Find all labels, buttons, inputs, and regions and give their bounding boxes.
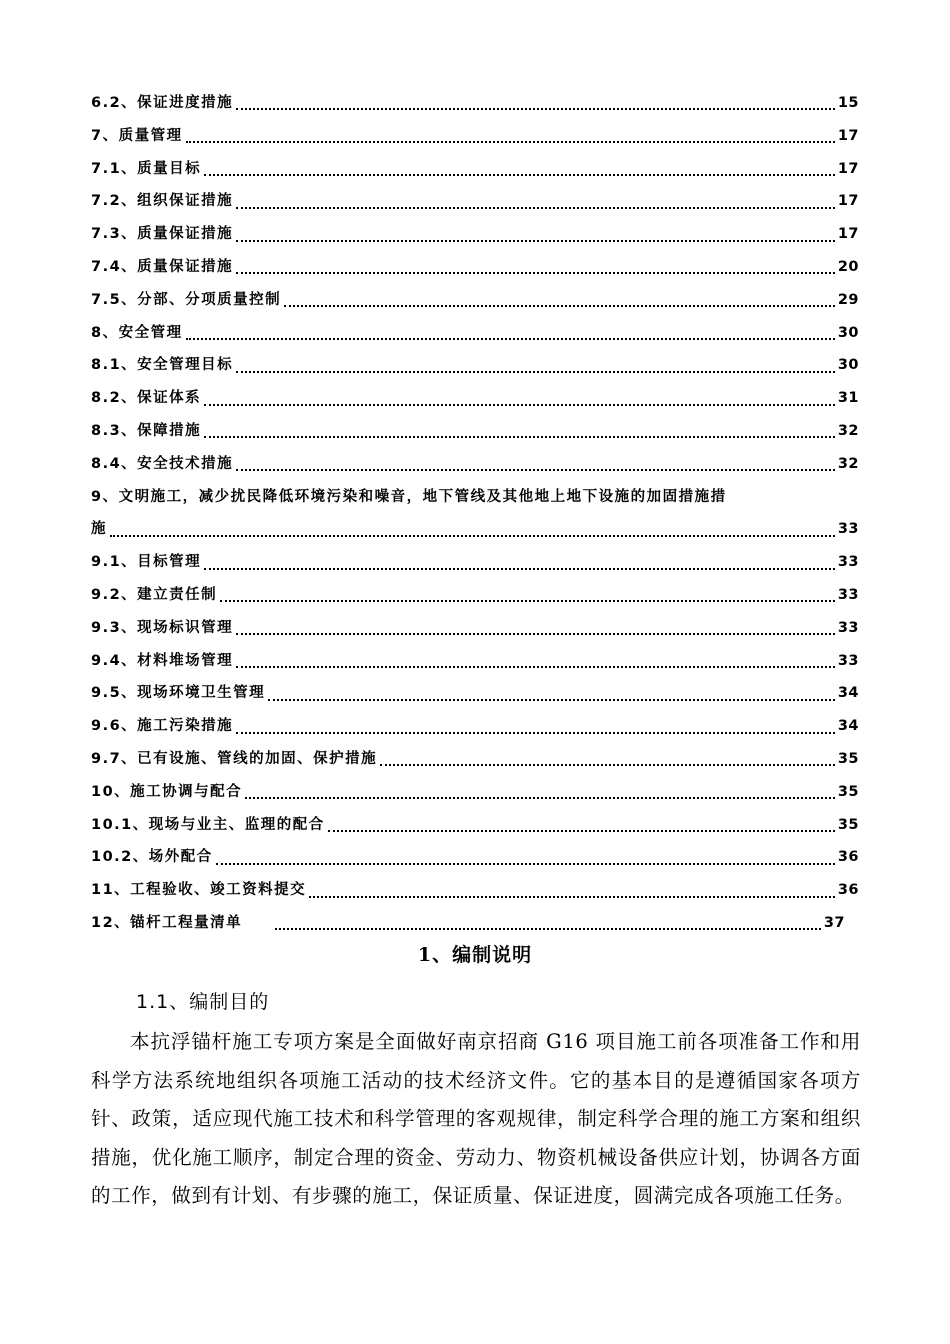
toc-entry[interactable]: [91, 349, 859, 382]
toc-entry[interactable]: [91, 448, 859, 481]
toc-entry[interactable]: [91, 776, 859, 809]
toc-entry[interactable]: [91, 87, 859, 120]
toc-entry-title: 8.2、保证体系: [91, 390, 202, 407]
toc-entry-title: 12、锚杆工程量清单: [91, 914, 243, 931]
toc-entry-page: 33: [837, 521, 859, 538]
toc-entry-page: 34: [837, 685, 859, 702]
toc-entry[interactable]: [91, 710, 859, 743]
toc-leader-dots: [236, 666, 835, 668]
toc-entry[interactable]: [91, 546, 859, 579]
toc-entry-title: 9.4、材料堆场管理: [91, 652, 234, 669]
toc-leader-dots: [186, 141, 835, 143]
toc-leader-dots: [380, 764, 835, 766]
toc-entry[interactable]: [91, 153, 859, 186]
toc-entry-page: 29: [837, 291, 859, 308]
toc-entry-page: 17: [837, 193, 859, 210]
toc-entry-page: 37: [823, 914, 845, 931]
toc-entry-page: 30: [837, 324, 859, 341]
toc-entry-page: 17: [837, 127, 859, 144]
toc-leader-dots: [236, 469, 835, 471]
toc-leader-dots: [216, 863, 835, 865]
toc-entry-page: 36: [837, 882, 859, 899]
toc-entry-page: 30: [837, 357, 859, 374]
toc-entry[interactable]: [91, 218, 859, 251]
toc-entry[interactable]: [91, 284, 859, 317]
toc-entry-title: 施: [91, 521, 107, 538]
toc-entry[interactable]: [91, 382, 859, 415]
toc-entry[interactable]: [91, 185, 859, 218]
toc-entry-title: 11、工程验收、竣工资料提交: [91, 882, 307, 899]
toc-entry-title: 7、质量管理: [91, 127, 183, 144]
toc-leader-dots: [236, 371, 835, 373]
toc-leader-dots: [236, 633, 835, 635]
toc-leader-dots: [268, 699, 835, 701]
toc-entry[interactable]: [91, 907, 859, 940]
toc-entry-title: 9.6、施工污染措施: [91, 718, 234, 735]
toc-leader-dots: [236, 272, 835, 274]
toc-entry-page: 33: [837, 554, 859, 571]
toc-entry-title: 9、文明施工，减少扰民降低环境污染和噪音，地下管线及其他地上地下设施的加固措施措: [91, 488, 727, 505]
toc-entry[interactable]: [91, 841, 859, 874]
toc-leader-dots: [245, 797, 835, 799]
toc-entry-page: 33: [837, 652, 859, 669]
toc-leader-dots: [110, 535, 835, 537]
toc-entry[interactable]: [91, 415, 859, 448]
toc-entry-title: 10.2、场外配合: [91, 849, 213, 866]
toc-leader-dots: [220, 600, 835, 602]
toc-entry[interactable]: [91, 579, 859, 612]
toc-leader-dots: [275, 928, 821, 930]
toc-entry[interactable]: [91, 120, 859, 153]
toc-entry-title: 10.1、现场与业主、监理的配合: [91, 816, 325, 833]
toc-leader-dots: [236, 108, 835, 110]
toc-entry-page: 35: [837, 783, 859, 800]
toc-entry-title: 7.3、质量保证措施: [91, 226, 234, 243]
toc-entry-title: 9.5、现场环境卫生管理: [91, 685, 266, 702]
toc-entry[interactable]: [91, 809, 859, 842]
toc-entry-wrapped-line1[interactable]: [91, 481, 859, 514]
toc-entry-page: 36: [837, 849, 859, 866]
toc-entry[interactable]: [91, 874, 859, 907]
toc-entry-page: 32: [837, 455, 859, 472]
toc-entry-title: 7.5、分部、分项质量控制: [91, 291, 282, 308]
toc-entry-wrapped-line2[interactable]: [91, 513, 859, 546]
toc-entry[interactable]: [91, 612, 859, 645]
toc-entry-page: 35: [837, 750, 859, 767]
toc-leader-dots: [284, 305, 835, 307]
toc-entry[interactable]: [91, 251, 859, 284]
toc-leader-dots: [236, 732, 835, 734]
toc-entry[interactable]: [91, 317, 859, 350]
toc-leader-dots: [328, 830, 835, 832]
toc-entry-title: 7.4、质量保证措施: [91, 258, 234, 275]
toc-entry[interactable]: [91, 645, 859, 678]
section-heading: 1、编制说明: [417, 944, 533, 966]
subsection-heading: 1.1、编制目的: [136, 991, 270, 1013]
body-paragraph: 本抗浮锚杆施工专项方案是全面做好南京招商 G16 项目施工前各项准备工作和用科学方法系统地组织各项施工活动的技术经济文件。它的基本目的是遵循国家各项方针、政策，适应现代施工技术和科学管理的客观规律，制定科学合理的施工方案和组织措施，优化施工顺序，制定合理的资金、劳动力、物资机械设备供应计划，协调各方面的工作，做到有计划、有步骤的施工，保证质量、保证进度，圆满完成各项施工任务。: [91, 1030, 861, 1207]
toc-entry-title: 9.1、目标管理: [91, 554, 202, 571]
toc-leader-dots: [204, 404, 835, 406]
toc-entry-page: 17: [837, 160, 859, 177]
toc-entry-title: 8.3、保障措施: [91, 422, 202, 439]
toc-leader-dots: [236, 240, 835, 242]
toc-entry-title: 9.3、现场标识管理: [91, 619, 234, 636]
toc-entry-page: 20: [837, 258, 859, 275]
toc-entry-page: 17: [837, 226, 859, 243]
toc-leader-dots: [204, 174, 835, 176]
toc-entry-title: 9.7、已有设施、管线的加固、保护措施: [91, 750, 378, 767]
toc-leader-dots: [204, 436, 835, 438]
toc-entry-title: 6.2、保证进度措施: [91, 95, 234, 111]
toc-entry-page: 35: [837, 816, 859, 833]
toc-entry[interactable]: [91, 743, 859, 776]
toc-entry-page: 33: [837, 586, 859, 603]
toc-leader-dots: [309, 896, 835, 898]
toc-entry-title: 7.2、组织保证措施: [91, 193, 234, 210]
toc-entry-title: 9.2、建立责任制: [91, 586, 218, 603]
toc-entry-title: 10、施工协调与配合: [91, 783, 243, 800]
toc-leader-dots: [204, 568, 835, 570]
toc-entry-page: 33: [837, 619, 859, 636]
toc-leader-dots: [236, 207, 835, 209]
toc-entry-page: 32: [837, 422, 859, 439]
toc-entry-title: 7.1、质量目标: [91, 160, 202, 177]
toc-entry-title: 8.4、安全技术措施: [91, 455, 234, 472]
toc-entry-page: 31: [837, 390, 859, 407]
toc-entry[interactable]: [91, 677, 859, 710]
toc-leader-dots: [186, 338, 835, 340]
toc-entry-title: 8.1、安全管理目标: [91, 357, 234, 374]
toc-entry-title: 8、安全管理: [91, 324, 183, 341]
toc-entry-page: 34: [837, 718, 859, 735]
toc-entry-page: 15: [837, 95, 859, 111]
table-of-contents: [91, 87, 859, 940]
